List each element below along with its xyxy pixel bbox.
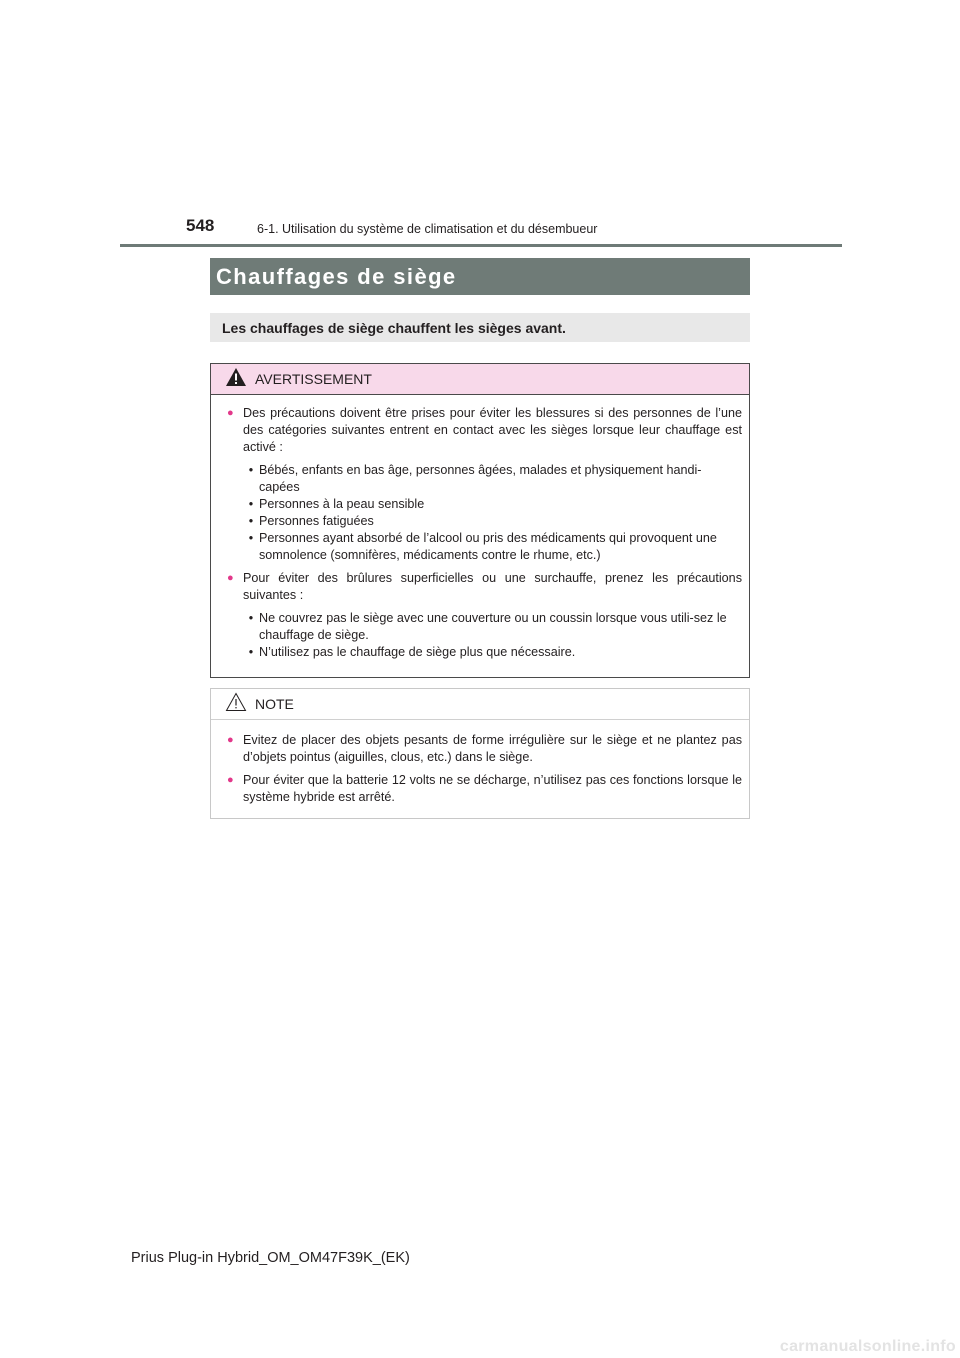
- header-rule: [120, 244, 842, 247]
- warning-item-text: Pour éviter des brûlures superficielles ou une surchauffe, prenez les précautions suivantes :: [243, 571, 742, 602]
- warning-box: [210, 363, 750, 678]
- intro-bar: [210, 313, 750, 342]
- list-item-text: N’utilisez pas le chauffage de siège plus que nécessaire.: [259, 645, 576, 659]
- note-label: NOTE: [255, 696, 294, 712]
- warning-sublist: [243, 462, 742, 564]
- note-body: [211, 720, 749, 806]
- list-item-text: Personnes fatiguées: [259, 514, 374, 528]
- pink-circle-bullet-icon: ●: [227, 774, 234, 786]
- note-item-text: Evitez de placer des objets pesants de forme irrégulière sur le siège et ne plantez pas d’objets pointus (aiguilles, clous, etc.) dans le siège.: [243, 733, 742, 764]
- pink-circle-bullet-icon: ●: [227, 407, 234, 419]
- dot-bullet-icon: •: [248, 645, 254, 659]
- warning-triangle-icon: [225, 367, 247, 392]
- running-header: 6-1. Utilisation du système de climatisation et du désembueur: [257, 222, 598, 236]
- footer-document-id: Prius Plug-in Hybrid_OM_OM47F39K_(EK): [131, 1250, 410, 1266]
- dot-bullet-icon: •: [248, 463, 254, 477]
- watermark: carmanualsonline.info: [779, 1338, 956, 1355]
- list-item-text: Personnes ayant absorbé de l’alcool ou pris des médicaments qui provoquent une somnolence (somnifères, médicaments contre le rhume, etc.): [259, 531, 717, 562]
- list-item: [243, 513, 742, 530]
- pink-circle-bullet-icon: ●: [227, 572, 234, 584]
- note-item-text: Pour éviter que la batterie 12 volts ne se décharge, n’utilisez pas ces fonctions lorsque le système hybride est arrêté.: [243, 773, 742, 804]
- dot-bullet-icon: •: [248, 514, 254, 528]
- list-item: [243, 530, 742, 564]
- list-item-text: Bébés, enfants en bas âge, personnes âgées, malades et physiquement handi-capées: [259, 463, 702, 494]
- warning-item: [227, 405, 742, 456]
- note-header: [211, 689, 749, 720]
- list-item-text: Ne couvrez pas le siège avec une couverture ou un coussin lorsque vous utili-sez le chauffage de siège.: [259, 611, 727, 642]
- note-box: [210, 688, 750, 819]
- warning-header: [211, 364, 749, 395]
- pink-circle-bullet-icon: ●: [227, 734, 234, 746]
- warning-item: [227, 570, 742, 604]
- list-item-text: Personnes à la peau sensible: [259, 497, 425, 511]
- list-item: [243, 644, 742, 661]
- caution-triangle-outline-icon: [225, 692, 247, 717]
- section-title-bar: [210, 258, 750, 295]
- dot-bullet-icon: •: [248, 497, 254, 511]
- list-item: [243, 610, 742, 644]
- dot-bullet-icon: •: [248, 611, 254, 625]
- list-item: [243, 496, 742, 513]
- note-item: [227, 732, 742, 766]
- page-number: 548: [186, 216, 215, 235]
- intro-text: Les chauffages de siège chauffent les sièges avant.: [222, 319, 566, 336]
- dot-bullet-icon: •: [248, 531, 254, 545]
- warning-item-text: Des précautions doivent être prises pour éviter les blessures si des personnes de l’une des catégories suivantes entrent en contact avec les sièges lorsque leur chauffage est activé :: [243, 406, 742, 454]
- warning-sublist: [243, 610, 742, 661]
- page-title: Chauffages de siège: [216, 263, 457, 289]
- list-item: [243, 462, 742, 496]
- warning-label: AVERTISSEMENT: [255, 371, 372, 387]
- note-item: [227, 772, 742, 806]
- warning-body: [211, 395, 749, 661]
